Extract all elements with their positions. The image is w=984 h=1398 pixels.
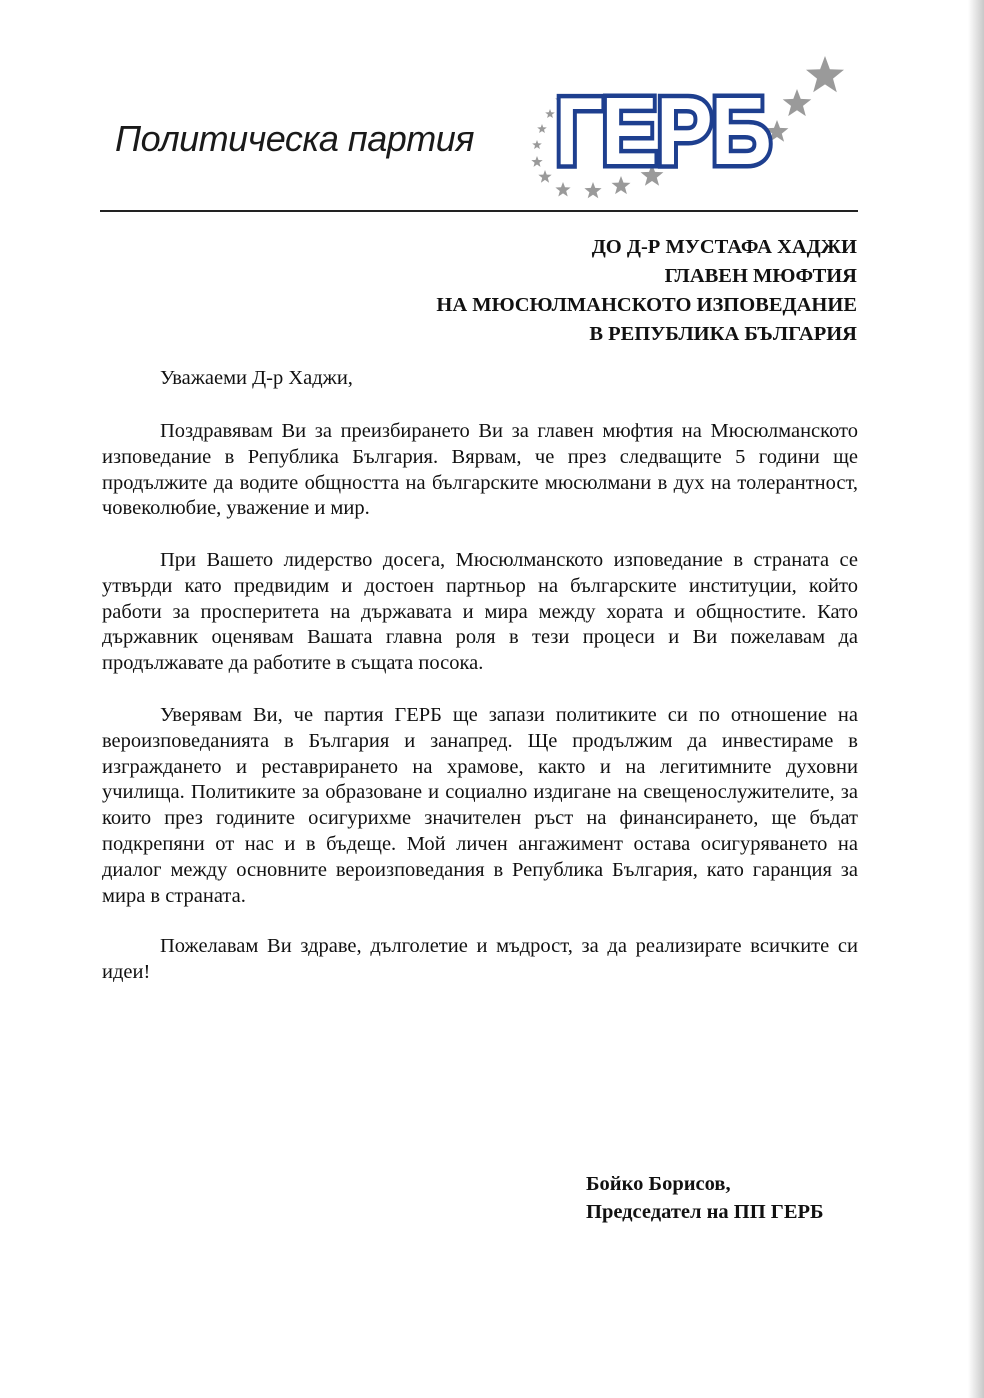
logo-star-icon <box>783 89 812 116</box>
logo-star-icon <box>532 140 542 149</box>
addressee-line: НА МЮСЮЛМАНСКОТО ИЗПОВЕДАНИЕ <box>436 294 857 316</box>
logo-text: ГЕРБ <box>555 78 770 185</box>
addressee-block <box>157 233 857 349</box>
header-divider <box>100 210 858 212</box>
logo-star-icon <box>545 109 555 118</box>
salutation: Уважаеми Д-р Хаджи, <box>160 367 353 389</box>
logo-star-icon <box>537 124 547 133</box>
addressee-line: В РЕПУБЛИКА БЪЛГАРИЯ <box>589 323 857 345</box>
addressee-line: ГЛАВЕН МЮФТИЯ <box>664 265 857 287</box>
logo-star-icon <box>531 156 542 167</box>
body-paragraph: Пожелавам Ви здраве, дълголетие и мъдрост, за да реализирате всичките си идеи! <box>102 935 858 983</box>
signatory-title: Председател на ПП ГЕРБ <box>586 1201 824 1223</box>
addressee-line: ДО Д-Р МУСТАФА ХАДЖИ <box>591 236 857 258</box>
body-paragraph: При Вашето лидерство досега, Мюсюлманското изповедание в страната се утвърди като предвидим и достоен партньор на българските институции, който работи за просперитета на държавата и мира между хората и общностите. Като държавник оценявам Вашата главна роля в тези процеси и Ви пожелавам да продължавате да работите в същата посока. <box>102 549 858 675</box>
body-paragraph: Поздравявам Ви за преизбирането Ви за главен мюфтия на Мюсюлманското изповедание в Република България. Вярвам, че през следващите 5 години ще продължите да водите общността на българските мюсюлмани в дух на толерантност, човеколюбие, уважение и мир. <box>102 420 858 520</box>
body-paragraph: Уверявам Ви, че партия ГЕРБ ще запази политиките си по отношение на вероизповеданията в България и занапред. Ще продължим да инвестираме в изграждането и реставрирането на храмове, както и на легитимните духовни училища. Политиките за образоване и социално издигане на свещенослужителите, за които през годините осигурихме значителен ръст на финансирането, ще бъдат подкрепяни от нас и в бъдеще. Мой личен ангажимент остава осигуряването на диалог между основните вероизповедания в Република България, като гаранция за мира в страната. <box>102 704 858 907</box>
logo-star-icon <box>538 170 551 183</box>
signature-block <box>586 1170 824 1226</box>
logo-star-icon <box>806 56 844 92</box>
signatory-name: Бойко Борисов, <box>586 1173 731 1195</box>
page-edge-shadow <box>968 0 984 1398</box>
gerb-logo <box>515 52 855 202</box>
party-label: Политическа партия <box>115 118 475 159</box>
